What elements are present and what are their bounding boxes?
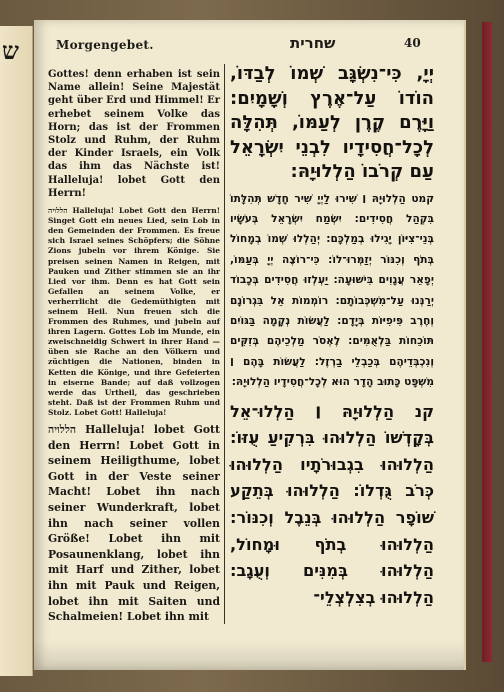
page-header-title-hebrew: שחרית [290,34,336,52]
german-paragraph-2: הללויה Halleluja! Lobet Gott den Herrn! Singet Gott ein neues Lied, sein Lob in den Gemeinden der Frommen. Es freue sich Israel seines Schöpfers; die Söhne Zions jubeln vor ihrem Könige. Sie preisen seinen Namen in Reigen, mit Pauken und Zither stimmen sie an ihr Lied vor ihm. Denn es hat Gott sein Gefallen an seinem Volke, er verherrlicht die Gedemüthigten mit seinem Heil. Nun freuen sich die Frommen des Ruhmes, und jubeln auf ihren Lagern. Gottes Lob im Munde, ein zweischneidig Schwert in ihrer Hand — üben sie Rache an den Völkern und züchtigen die Nationen, binden in Ketten die Könige, und ihre Gefeierten in eiserne Bande; auf daß vollzogen werde das Urtheil, das geschrieben steht. Daß ist der Frommen Ruhm und Stolz. Lobet Gott! Halleluja! [48,206,220,417]
hebrew-paragraph-1: יְיָ, כִּי־נִשְׂגָּב שְׁמוֹ לְבַדּוֹ, הוֹדוֹ עַל־אֶרֶץ וְשָׁמָיִם: וַיָּרֶם קֶרֶן לְעַמּוֹ, תְּהִלָּה לְכָל־חֲסִידָיו לִבְנֵי יִשְׂרָאֵל עַם קְרֹבוֹ הַלְלוּיָהּ: [230,63,434,182]
german-paragraph-3: הללויה Halleluja! lobet Gott den Herrn! Lobet Gott in seinem Heiligthume, lobet Gott in der Veste seiner Macht! Lobet ihn nach seiner Wunderkraft, lobet ihn nach seiner vollen Größe! Lobet ihn mit Posaunenklang, lobet ihn mit Harf und Zither, lobet ihn mit Pauk und Reigen, lobet ihn mit Saiten und Schalmeien! Lobet ihn mit [48,423,220,624]
column-divider [224,64,225,624]
hebrew-column [230,62,434,611]
german-paragraph-1: Gottes! denn erhaben ist sein Name allein! Seine Majestät geht über Erd und Himmel! Er erhebet seinem Volke das Horn; das ist der Frommen Stolz und Ruhm, der Ruhm der Kinder Israels, ein Volk das ihm das Nächste ist! Halleluja! lobet Gott den Herrn! [48,69,220,199]
hebrew-paragraph-3: קנ הַלְלוּיָהּ ׀ הַלְלוּ־אֵל בְּקָדְשׁוֹ הַלְלוּהוּ בִּרְקִיעַ עֻזּוֹ: הַלְלוּהוּ בִגְבוּרֹתָיו הַלְלוּהוּ כְּרֹב גֻּדְלוֹ: הַלְלוּהוּ בְּתֵקַע שׁוֹפָר הַלְלוּהוּ בְּנֵבֶל וְכִנּוֹר: הַלְלוּהוּ בְתֹף וּמָחוֹל, הַלְלוּהוּ בְּמִנִּים וְעֻגָב: הַלְלוּהוּ בְצִלְצְלֵי־ [230,401,434,607]
hebrew-paragraph-2: קמט הַלְלוּיָהּ ׀ שִׁירוּ לַיְיָ שִׁיר חָדָשׁ תְּהִלָּתוֹ בִּקְהַל חֲסִידִים: יִשְׂמַח יִשְׂרָאֵל בְּעֹשָׂיו בְּנֵי־צִיּוֹן יָגִילוּ בְמַלְכָּם: יְהַלְלוּ שְׁמוֹ בְמָחוֹל בְּתֹף וְכִנּוֹר יְזַמְּרוּ־לוֹ: כִּי־רוֹצֶה יְיָ בְּעַמּוֹ, יְפָאֵר עֲנָוִים בִּישׁוּעָה: יַעְלְזוּ חֲסִידִים בְּכָבוֹד יְרַנְּנוּ עַל־מִשְׁכְּבוֹתָם: רוֹמְמוֹת אֵל בִּגְרוֹנָם וְחֶרֶב פִּיפִיּוֹת בְּיָדָם: לַעֲשׂוֹת נְקָמָה בַּגּוֹיִם תּוֹכֵחוֹת בַּלְאֻמִּים: לֶאְסֹר מַלְכֵיהֶם בְּזִקִּים וְנִכְבְּדֵיהֶם בְּכַבְלֵי בַרְזֶל: לַעֲשׂוֹת בָּהֶם ׀ מִשְׁפָּט כָּתוּב הָדָר הוּא לְכָל־חֲסִידָיו הַלְלוּיָהּ: [230,192,434,389]
left-page-edge [0,26,33,676]
page-bottom-shadow [34,640,464,670]
german-column [48,68,220,625]
page-header-title-german: Morgengebet. [56,38,154,52]
book-edge [482,22,492,662]
page-number: 40 [404,36,421,50]
left-page-fragment: ש [2,36,19,65]
